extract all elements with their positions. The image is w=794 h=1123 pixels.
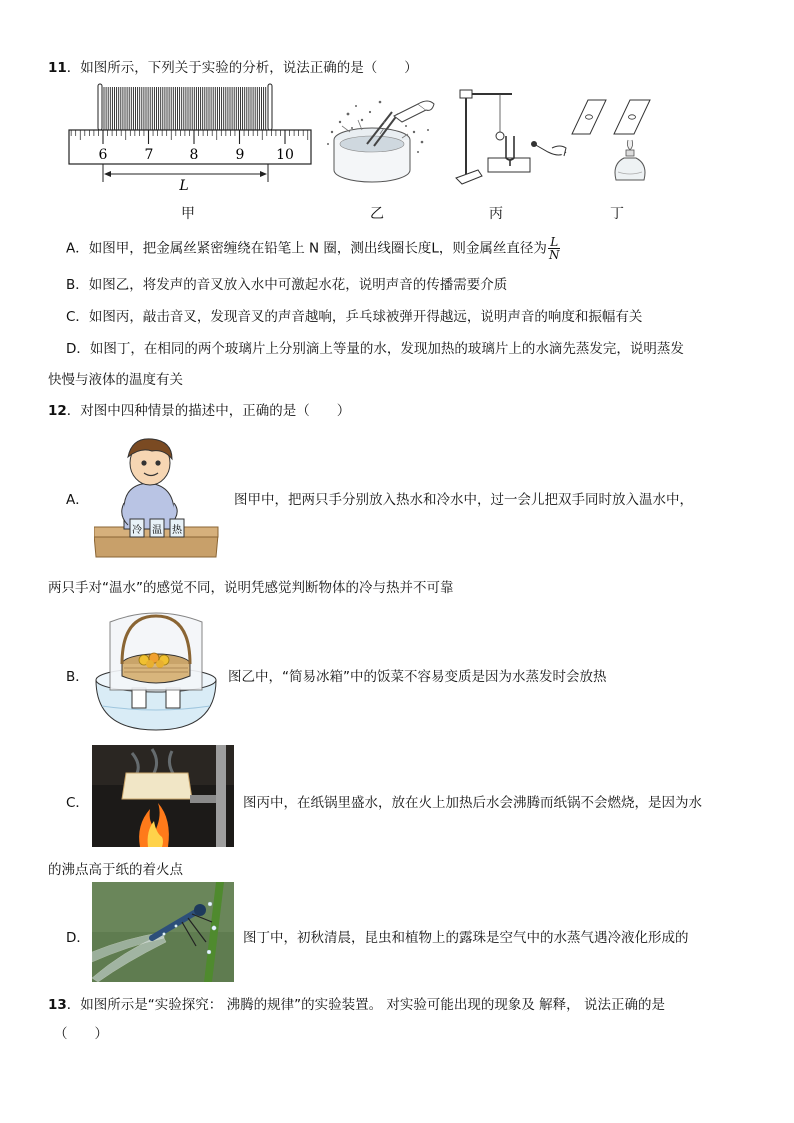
arrow-head-right [260,171,267,177]
q13-stem [48,993,665,1013]
q13-number: 13 [48,997,67,1013]
caption-ding: 丁 [610,206,624,222]
picture-paper-pot-flame [92,745,234,847]
q12-option-b-label[interactable]: B． [66,669,89,685]
q12-stem [48,399,350,419]
wire-coil [98,84,272,130]
fraction-numerator: L [548,236,561,249]
ruler-label-10: 10 [276,147,294,163]
picture-boy-with-cups [94,433,220,559]
q13-answer-paren: （ ） [54,1026,108,1042]
figure-yi-fork-in-water [322,92,442,184]
figure-ding-glass-slides [570,96,654,184]
length-label: L [179,178,189,192]
fraction-denominator: N [548,248,560,262]
q12-option-b-text: 图乙中，“简易冰箱”中的饭菜不容易变质是因为水蒸发时会放热 [228,669,607,685]
cup-label-warm: 温 [152,525,162,536]
figure-jia-ruler-coil [66,82,316,192]
q11-option-d[interactable]: D．如图丁，在相同的两个玻璃片上分别滴上等量的水，发现加热的玻璃片上的水滴先蒸发完，说明蒸发 [66,341,684,357]
q12-option-d-label[interactable]: D． [66,930,90,946]
cup-label-cold: 冷 [132,525,142,536]
q13-stem-text: ．如图所示是“实验探究： 沸腾的规律”的实验装置。 对实验可能出现的现象及 解释， 说法正确的是 [66,997,665,1013]
ruler-label-8: 8 [189,147,199,163]
q11-option-c[interactable]: C．如图丙，敲击音叉，发现音叉的声音越响，乒乓球被弹开得越远，说明声音的响度和振幅有关 [66,309,643,325]
ruler-label-7: 7 [144,147,154,163]
picture-dragonfly-dew [92,882,234,982]
caption-jia: 甲 [181,206,195,222]
ruler-label-6: 6 [98,147,108,163]
q12-option-a-label[interactable]: A． [66,492,89,508]
ruler-label-9: 9 [235,147,245,163]
q11-option-b[interactable]: B．如图乙，将发声的音叉放入水中可激起水花，说明声音的传播需要介质 [66,277,508,293]
q12-option-c-continued: 的沸点高于纸的着火点 [48,862,183,878]
fraction-l-over-n [548,236,561,261]
caption-bing: 丙 [489,206,503,222]
q11-stem-text: ．如图所示，下列关于实验的分析，说法正确的是（ ） [66,60,418,76]
q11-option-a-text: A．如图甲，把金属丝紧密缠绕在铅笔上 N 圈，测出线圈长度L，则金属丝直径为 [66,240,547,257]
q12-number: 12 [48,403,67,419]
arrow-head-left [104,171,111,177]
q11-stem [48,56,418,76]
figure-bing-fork-pingpong [448,86,568,186]
q12-option-d-text: 图丁中，初秋清晨，昆虫和植物上的露珠是空气中的水蒸气遇冷液化形成的 [243,930,689,946]
q11-option-d-continued: 快慢与液体的温度有关 [48,372,183,388]
q12-option-c-text: 图丙中，在纸锅里盛水，放在火上加热后水会沸腾而纸锅不会燃烧，是因为水 [243,795,702,811]
cup-label-hot: 热 [172,525,182,536]
caption-yi: 乙 [370,206,384,222]
q12-option-a-continued: 两只手对“温水”的感觉不同，说明凭感觉判断物体的冷与热并不可靠 [48,580,454,596]
q12-option-a-text: 图甲中，把两只手分别放入热水和冷水中，过一会儿把双手同时放入温水中， [234,492,693,508]
q12-stem-text: ．对图中四种情景的描述中，正确的是（ ） [66,403,351,419]
picture-simple-fridge [92,610,222,734]
q12-option-c-label[interactable]: C． [66,795,89,811]
q11-number: 11 [48,60,67,76]
q11-option-a[interactable] [66,236,560,261]
